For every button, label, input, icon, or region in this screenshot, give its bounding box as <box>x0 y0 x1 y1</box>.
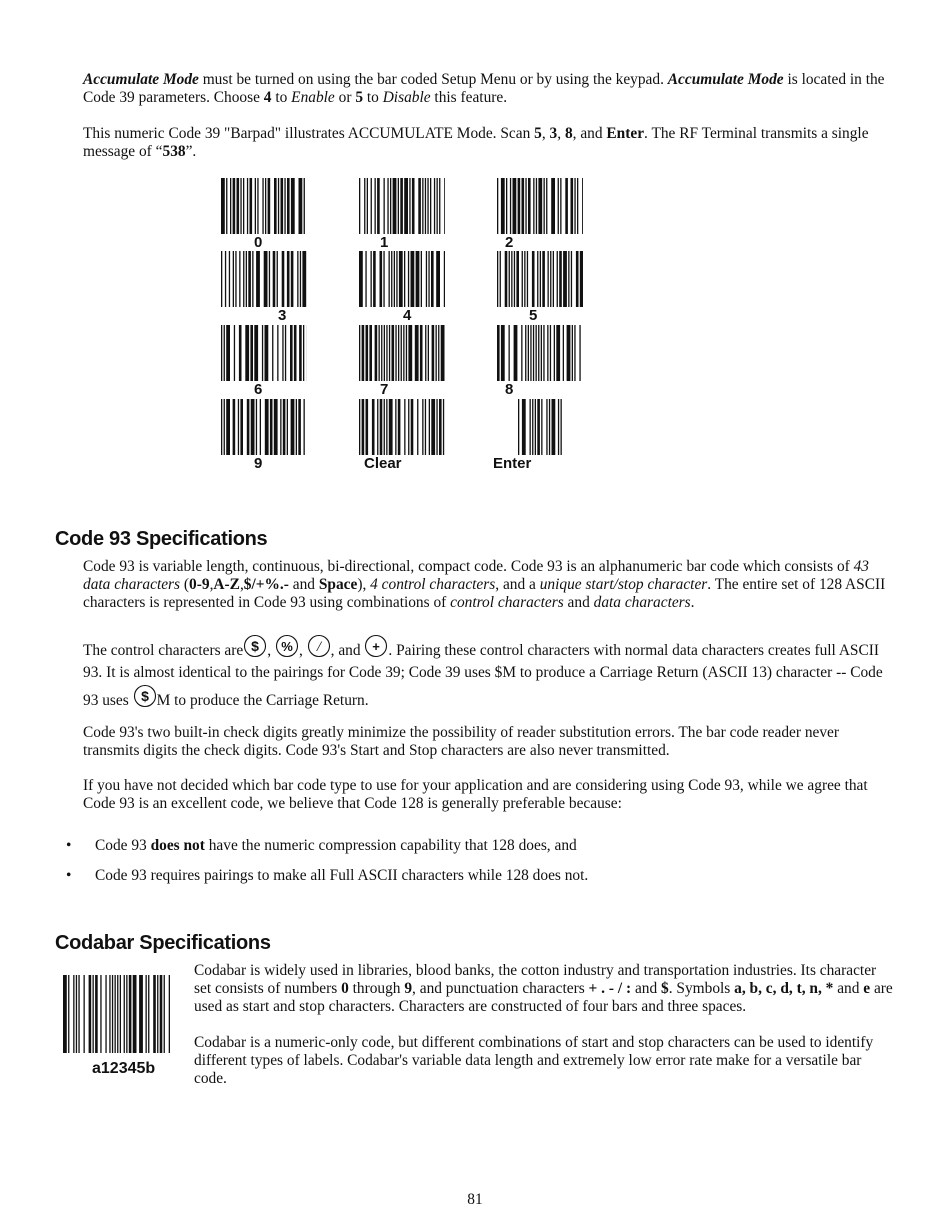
text: ( <box>180 576 190 593</box>
text: 5 <box>355 89 364 106</box>
text: . Pairing these control characters with normal data characters creates full ASCII 93. It is almost identical to the pairings for Code 39; Code 39 uses $M to produce a Carriage Return (ASCII 13) character -- Code 93 uses <box>83 642 883 709</box>
text: 538 <box>162 143 186 160</box>
code93-paragraph-4 <box>83 777 898 813</box>
accumulate-mode-term: Accumulate Mode <box>667 71 784 88</box>
barcode-label-2: 2 <box>505 234 514 251</box>
page-number: 81 <box>467 1191 483 1208</box>
text: ), <box>357 576 371 593</box>
text: $/+%.- <box>243 576 289 593</box>
text: this feature. <box>430 89 508 106</box>
list-item <box>66 867 896 885</box>
text: through <box>348 980 405 997</box>
text: are used as start and stop characters. Characters are constructed of four bars and three spaces. <box>194 980 893 1015</box>
barcode-key-1[interactable] <box>359 178 445 234</box>
text: e <box>863 980 871 997</box>
barcode-key-9[interactable] <box>221 399 307 455</box>
control-char-percent-icon <box>275 634 299 658</box>
text: to <box>271 89 292 106</box>
control-char-dollar-glyph: $ <box>140 688 149 704</box>
text: , <box>267 642 275 659</box>
text: , and a <box>495 576 540 593</box>
text: 9 <box>404 980 413 997</box>
text: 8 <box>564 125 573 142</box>
text: and <box>631 980 662 997</box>
text: , and punctuation characters <box>412 980 589 997</box>
barcode-key-0[interactable] <box>221 178 307 234</box>
text: This numeric Code 39 "Barpad" illustrates ACCUMULATE Mode. Scan <box>83 125 535 142</box>
barcode-key-6[interactable] <box>221 325 307 381</box>
text: have the numeric compression capability that 128 does, and <box>204 837 577 854</box>
control-char-dollar-glyph: $ <box>251 638 260 654</box>
text: must be turned on using the bar coded Setup Menu or by using the keypad. <box>198 71 668 88</box>
text: Space <box>318 576 358 593</box>
barcode-label-5: 5 <box>529 307 538 324</box>
text: a, b, c, d, t, n, * <box>734 980 834 997</box>
text: control characters <box>450 594 564 611</box>
barcode-label-8: 8 <box>505 381 514 398</box>
text: 3 <box>549 125 558 142</box>
text: and <box>833 980 864 997</box>
text: . Symbols <box>668 980 735 997</box>
accumulate-mode-term: Accumulate Mode <box>83 71 199 88</box>
text: If you have not decided which bar code type to use for your application and are considering using Code 93, while we agree that Code 93 is an excellent code, we believe that Code 128 is generally preferable because: <box>83 777 868 812</box>
codabar-heading: Codabar Specifications <box>55 932 271 954</box>
barcode-key-5[interactable] <box>497 251 583 307</box>
barcode-label-0: 0 <box>254 234 263 251</box>
text: 0-9 <box>189 576 210 593</box>
text: , <box>557 125 565 142</box>
barcode-label-4: 4 <box>403 307 412 324</box>
control-char-slash-icon <box>307 634 331 658</box>
control-char-slash-glyph: / <box>316 639 321 655</box>
text: + . - / : <box>588 980 632 997</box>
text: , <box>209 576 214 593</box>
bullet-icon: • <box>66 867 72 884</box>
bullet-icon: • <box>66 837 72 854</box>
barcode-key-clear[interactable] <box>359 399 445 455</box>
barcode-key-3[interactable] <box>221 251 307 307</box>
text: is located in the Code 39 parameters. Choose <box>83 71 885 106</box>
code93-bullet-list <box>66 837 896 897</box>
barcode-label-enter: Enter <box>493 455 532 472</box>
text: ”. <box>185 143 197 160</box>
text: does not <box>150 837 205 854</box>
barcode-label-3: 3 <box>278 307 287 324</box>
text: Code 93's two built-in check digits greatly minimize the possibility of reader substitution errors. The bar code reader never transmits digits the check digits. Code 93's Start and Stop characters are also never transmitted. <box>83 724 839 759</box>
code93-paragraph-2 <box>83 634 898 712</box>
text: unique start/stop character <box>539 576 708 593</box>
barcode-key-7[interactable] <box>359 325 445 381</box>
codabar-paragraph-2 <box>194 1034 894 1088</box>
text: Code 93 is variable length, continuous, bi-directional, compact code. Code 93 is an alphanumeric bar code which consists of <box>83 558 854 575</box>
barcode-label-6: 6 <box>254 381 263 398</box>
text: , and <box>572 125 607 142</box>
accumulate-paragraph-1 <box>83 71 898 107</box>
text: or <box>334 89 356 106</box>
text: 0 <box>341 980 349 997</box>
text: and <box>563 594 594 611</box>
text: . <box>690 594 695 611</box>
text: . The entire set of 128 ASCII characters is represented in Code 93 using combinations of <box>83 576 886 611</box>
text: . The RF Terminal transmits a single message of “ <box>83 125 869 160</box>
control-char-dollar-icon <box>243 634 267 658</box>
code93-heading: Code 93 Specifications <box>55 528 268 550</box>
text: Codabar is widely used in libraries, blood banks, the cotton industry and transportation industries. Its character set consists of numbers <box>194 962 877 997</box>
text: , <box>298 642 307 659</box>
text: Codabar is a numeric-only code, but different combinations of start and stop characters can be used to identify different types of labels. Codabar's variable data length and extremely low error rate make for a versatile bar code. <box>194 1034 874 1087</box>
code93-paragraph-1 <box>83 558 898 612</box>
text: 4 <box>263 89 272 106</box>
barcode-key-enter[interactable] <box>518 399 562 455</box>
text: $ <box>661 980 669 997</box>
control-char-dollar-icon <box>133 684 157 708</box>
codabar-barcode-label: a12345b <box>92 1060 156 1077</box>
text: , <box>239 576 244 593</box>
text: Enter <box>606 125 645 142</box>
text: 43 data characters <box>83 558 869 593</box>
text: , <box>541 125 550 142</box>
codabar-barcode <box>63 975 173 1053</box>
control-char-plus-glyph: + <box>372 639 381 654</box>
text: Code 93 requires pairings to make all Full ASCII characters while 128 does not. <box>95 867 589 884</box>
text: 5 <box>534 125 542 142</box>
barcode-key-4[interactable] <box>359 251 445 307</box>
text: Code 93 <box>95 837 151 854</box>
code93-paragraph-3 <box>83 724 898 760</box>
text: data characters <box>593 594 691 611</box>
control-char-plus-icon <box>364 634 388 658</box>
text: , and <box>330 642 365 659</box>
barcode-label-7: 7 <box>380 381 389 398</box>
barcode-label-clear: Clear <box>364 455 402 472</box>
text: and <box>288 576 319 593</box>
text: Disable <box>382 89 431 106</box>
codabar-paragraph-1 <box>194 962 894 1016</box>
barcode-key-2[interactable] <box>497 178 583 234</box>
text: M to produce the Carriage Return. <box>156 692 369 709</box>
barcode-label-9: 9 <box>254 455 263 472</box>
text: A-Z <box>213 576 240 593</box>
barcode-key-8[interactable] <box>497 325 583 381</box>
text: Enable <box>291 89 335 106</box>
control-char-percent-glyph: % <box>281 639 293 654</box>
accumulate-paragraph-2 <box>83 125 898 161</box>
text: 4 control characters <box>370 576 496 593</box>
text: The control characters are <box>83 642 244 659</box>
barcode-label-1: 1 <box>380 234 389 251</box>
list-item <box>66 837 896 855</box>
text: to <box>363 89 383 106</box>
